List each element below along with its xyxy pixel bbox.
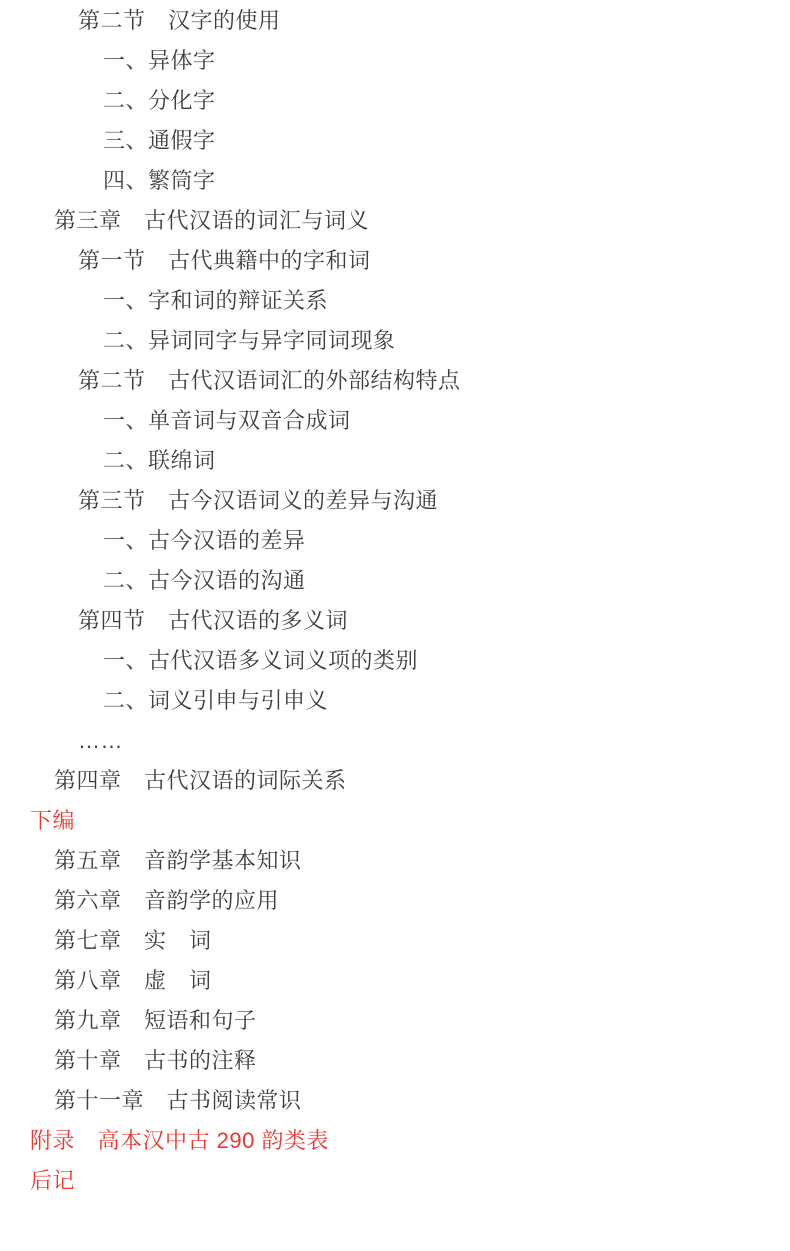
toc-entry: 二、古今汉语的沟通 (103, 568, 306, 593)
toc-entry: 四、繁筒字 (103, 168, 216, 193)
toc-entry: 第四节 古代汉语的多义词 (78, 608, 349, 633)
toc-entry: 第十章 古书的注释 (54, 1048, 257, 1073)
toc-entry: 第二节 汉字的使用 (78, 8, 281, 33)
toc-entry: 一、古代汉语多义词义项的类别 (103, 648, 419, 673)
toc-entry: 第五章 音韵学基本知识 (54, 848, 302, 873)
toc-entry: 第八章 虚 词 (54, 968, 212, 993)
toc-entry: 二、词义引申与引申义 (103, 688, 329, 713)
toc-entry: 下编 (30, 808, 76, 833)
toc-entry: 第三节 古今汉语词义的差异与沟通 (78, 488, 439, 513)
toc-entry: 第一节 古代典籍中的字和词 (78, 248, 371, 273)
toc-entry: 一、单音词与双音合成词 (103, 408, 351, 433)
toc-entry: 第十一章 古书阅读常识 (54, 1088, 302, 1113)
toc-entry: 第四章 古代汉语的词际关系 (54, 768, 347, 793)
toc-entry: 第九章 短语和句子 (54, 1008, 257, 1033)
toc-entry: 一、字和词的辩证关系 (103, 288, 329, 313)
toc-entry: …… (78, 728, 123, 753)
toc-entry: 一、异体字 (103, 48, 216, 73)
toc-entry: 二、联绵词 (103, 448, 216, 473)
toc-entry: 二、分化字 (103, 88, 216, 113)
toc-entry: 一、古今汉语的差异 (103, 528, 306, 553)
toc-entry: 第六章 音韵学的应用 (54, 888, 280, 913)
toc-entry: 第七章 实 词 (54, 928, 212, 953)
toc-entry: 第三章 古代汉语的词汇与词义 (54, 208, 370, 233)
toc-entry: 后记 (30, 1168, 76, 1193)
toc-entry: 第二节 古代汉语词汇的外部结构特点 (78, 368, 461, 393)
toc-entry: 三、通假字 (103, 128, 216, 153)
toc-entry: 二、异词同字与异字同词现象 (103, 328, 396, 353)
toc-entry: 附录 高本汉中古 290 韵类表 (30, 1128, 329, 1153)
